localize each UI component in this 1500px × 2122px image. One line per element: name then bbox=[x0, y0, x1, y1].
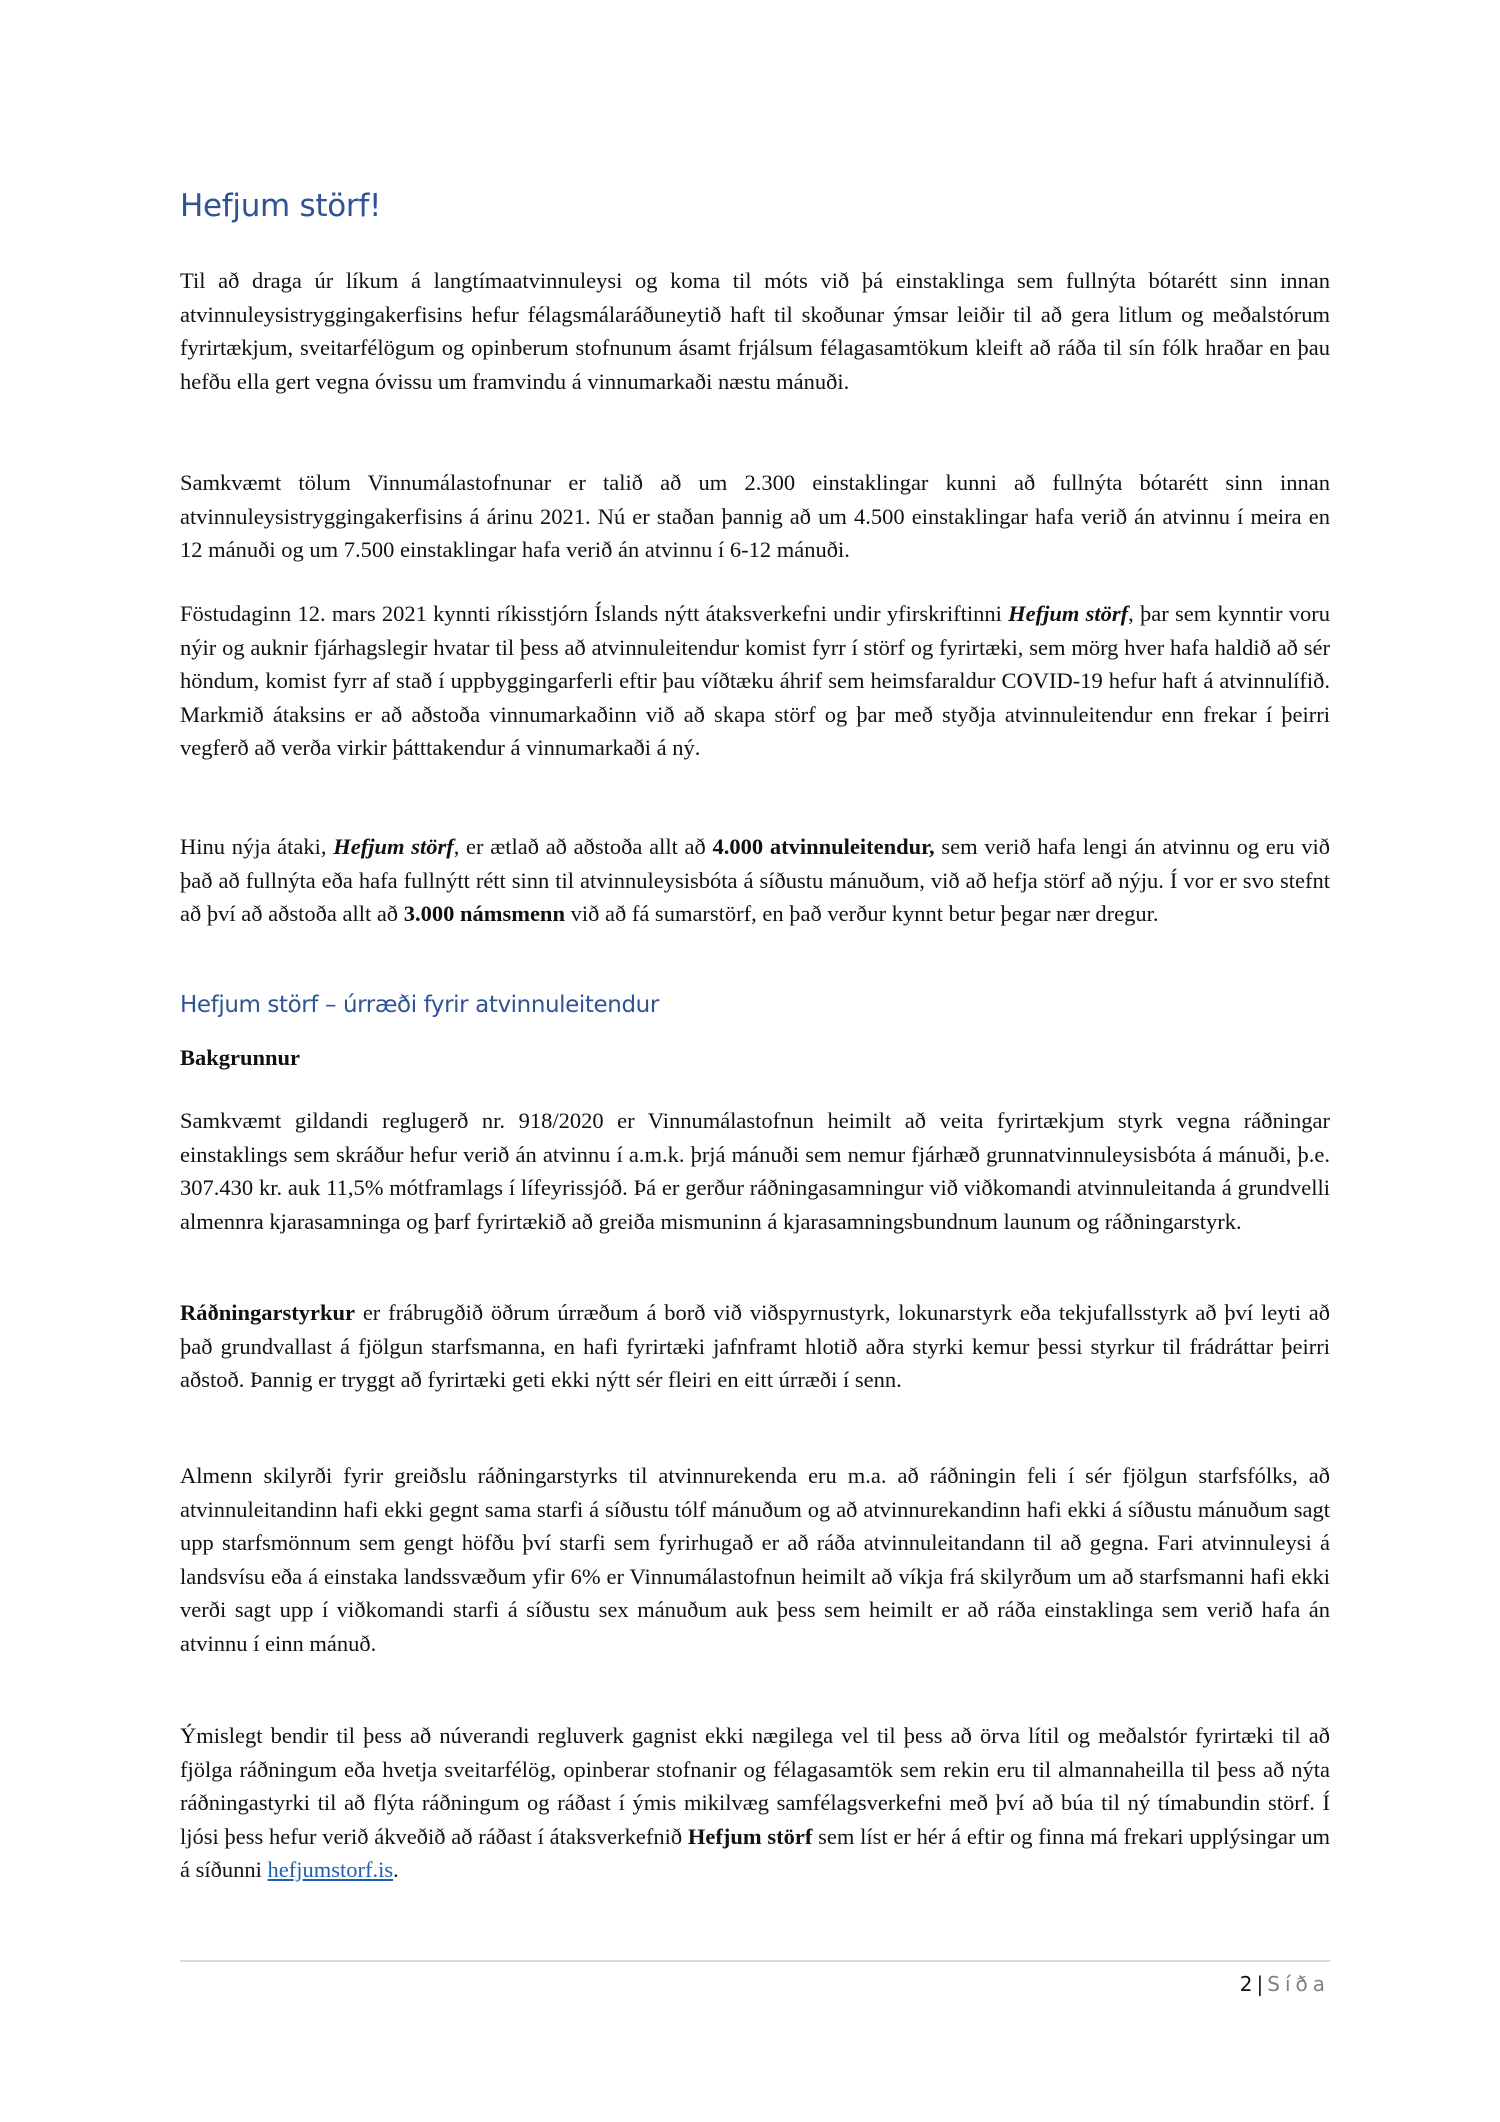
paragraph-conditions: Almenn skilyrði fyrir greiðslu ráðningarstyrks til atvinnurekenda eru m.a. að ráðningin feli í sér fjölgun starfsfólks, að atvinnuleitandinn hafi ekki gegnt sama starfi á síðustu tólf mánuðum og að atvinnurekandinn hafi ekki á síðustu mánuðum sagt upp starfsmönnum sem gengt höfðu því starfi sem fyrirhugað er að ráða atvinnuleitandann til að gegna. Fari atvinnuleysi á landsvísu eða á einstaka landssvæðum yfir 6% er Vinnumálastofnun heimilt að víkja frá skilyrðum um að starfsmanni hafi ekki verði sagt upp í viðkomandi starfi á síðustu sex mánuðum auk þess sem heimilt er að ráða einstaklinga sem verið hafa án atvinnu í einn mánuð. bbox=[180, 1463, 1330, 1656]
page-number: 2 bbox=[1239, 1972, 1253, 1996]
page-label: Síða bbox=[1267, 1972, 1330, 1996]
section-heading: Hefjum störf – úrræði fyrir atvinnuleitendur bbox=[180, 992, 659, 1018]
paragraph-statistics: Samkvæmt tölum Vinnumálastofnunar er talið að um 2.300 einstaklingar kunni að fullnýta bótarétt sinn innan atvinnuleysistryggingakerfisins á árinu 2021. Nú er staðan þannig að um 4.500 einstaklingar hafa verið án atvinnu í meira en 12 mánuði og um 7.500 einstaklingar hafa verið án atvinnu í 6-12 mánuði. bbox=[180, 470, 1330, 562]
jobseekers-count: 4.000 atvinnuleitendur, bbox=[712, 834, 935, 859]
subsection-heading: Bakgrunnur bbox=[180, 1045, 301, 1070]
program-name-bold: Hefjum störf bbox=[687, 1823, 813, 1849]
program-name-emphasis: Hefjum störf bbox=[333, 834, 454, 859]
paragraph-goals bbox=[180, 830, 1330, 931]
footer-divider bbox=[180, 1960, 1330, 1962]
paragraph-intro: Til að draga úr líkum á langtímaatvinnuleysi og koma til móts við þá einstaklinga sem fullnýta bótarétt sinn innan atvinnuleysistryggingakerfisins hefur félagsmálaráðuneytið haft til skoðunar ýmsar leiðir til að gera litlum og meðalstórum fyrirtækjum, sveitarfélögum og opinberum stofnunum ásamt frjálsum félagasamtökum kleift að ráða til sín fólk hraðar en þau hefðu ella gert vegna óvissu um framvindu á vinnumarkaði næstu mánuði. bbox=[180, 268, 1330, 394]
text: Föstudaginn 12. mars 2021 kynnti ríkisstjórn Íslands nýtt átaksverkefni undir yfirskriftinni bbox=[180, 601, 1009, 626]
paragraph-regulation: Samkvæmt gildandi reglugerð nr. 918/2020 er Vinnumálastofnun heimilt að veita fyrirtækjum styrk vegna ráðningar einstaklings sem skráður hefur verið án atvinnu í a.m.k. þrjá mánuði sem nemur fjárhæð grunnatvinnuleysisbóta á mánuði, þ.e. 307.430 kr. auk 11,5% mótframlags í lífeyrissjóð. Þá er gerður ráðningasamningur við viðkomandi atvinnuleitanda á grundvelli almennra kjarasamninga og þarf fyrirtækið að greiða mismuninn á kjarasamningsbundnum launum og ráðningarstyrk. bbox=[180, 1108, 1330, 1234]
page-footer bbox=[1240, 1972, 1330, 1996]
paragraph-conclusion bbox=[180, 1719, 1330, 1887]
text: er frábrugðið öðrum úrræðum á borð við viðspyrnustyrk, lokunarstyrk eða tekjufallsstyrk að því leyti að það grundvallast á fjölgun starfsmanna, en hafi fyrirtæki jafnframt hlotið aðra styrki kemur þessi styrkur til frádráttar þeirri aðstoð. Þannig er tryggt að fyrirtæki geti ekki nýtt sér fleiri en eitt úrræði í senn. bbox=[180, 1300, 1330, 1392]
text: , þar sem kynntir voru nýir og auknir fjárhagslegir hvatar til þess að atvinnuleitendur komist fyrr í störf og fyrirtæki, sem mörg hver hafa haldið að sér höndum, komist fyrr af stað í uppbyggingarferli eftir þau víðtæku áhrif sem heimsfaraldur COVID-19 hefur haft á atvinnulífið. Markmið átaksins er að aðstoða vinnumarkaðinn við að skapa störf og þar með styðja atvinnuleitendur enn frekar í þeirri vegferð að verða virkir þátttakendur á vinnumarkaði á ný. bbox=[180, 601, 1330, 760]
website-link[interactable]: hefjumstorf.is bbox=[267, 1857, 394, 1882]
text: sem líst er hér á eftir og finna má frekari upplýsingar um á síðunni bbox=[180, 1823, 1330, 1882]
text: Ýmislegt bendir til þess að núverandi regluverk gagnist ekki nægilega vel til þess að örva lítil og meðalstór fyrirtæki til að fjölga ráðningum eða hvetja sveitarfélög, opinberar stofnanir og félagasamtök sem rekin eru til almannaheilla til þess að nýta ráðningastyrki til að flýta ráðningum og ráðast í ýmis mikilvæg samfélagsverkefni með því að búa til ný tímabundin störf. Í ljósi þess hefur verið ákveðið að ráðast í átaksverkefnið bbox=[180, 1723, 1330, 1849]
footer-separator: | bbox=[1256, 1972, 1264, 1996]
text: . bbox=[393, 1857, 399, 1882]
students-count: 3.000 námsmenn bbox=[403, 901, 565, 926]
text: sem verið hafa lengi án atvinnu og eru við það að fullnýta eða hafa fullnýtt rétt sinn til atvinnuleysisbóta á síðustu mánuðum, við að hefja störf að nýju. Í vor er svo stefnt að því að aðstoða allt að bbox=[180, 834, 1330, 926]
program-name-emphasis: Hefjum störf bbox=[1008, 601, 1129, 626]
text: við að fá sumarstörf, en það verður kynnt betur þegar nær dregur. bbox=[564, 901, 1159, 926]
text: Hinu nýja átaki, bbox=[180, 834, 334, 859]
paragraph-announcement bbox=[180, 597, 1330, 765]
text: , er ætlað að aðstoða allt að bbox=[453, 834, 713, 859]
paragraph-hiring-grant bbox=[180, 1296, 1330, 1397]
document-title: Hefjum störf! bbox=[180, 188, 382, 224]
hiring-grant-term: Ráðningarstyrkur bbox=[180, 1300, 356, 1325]
